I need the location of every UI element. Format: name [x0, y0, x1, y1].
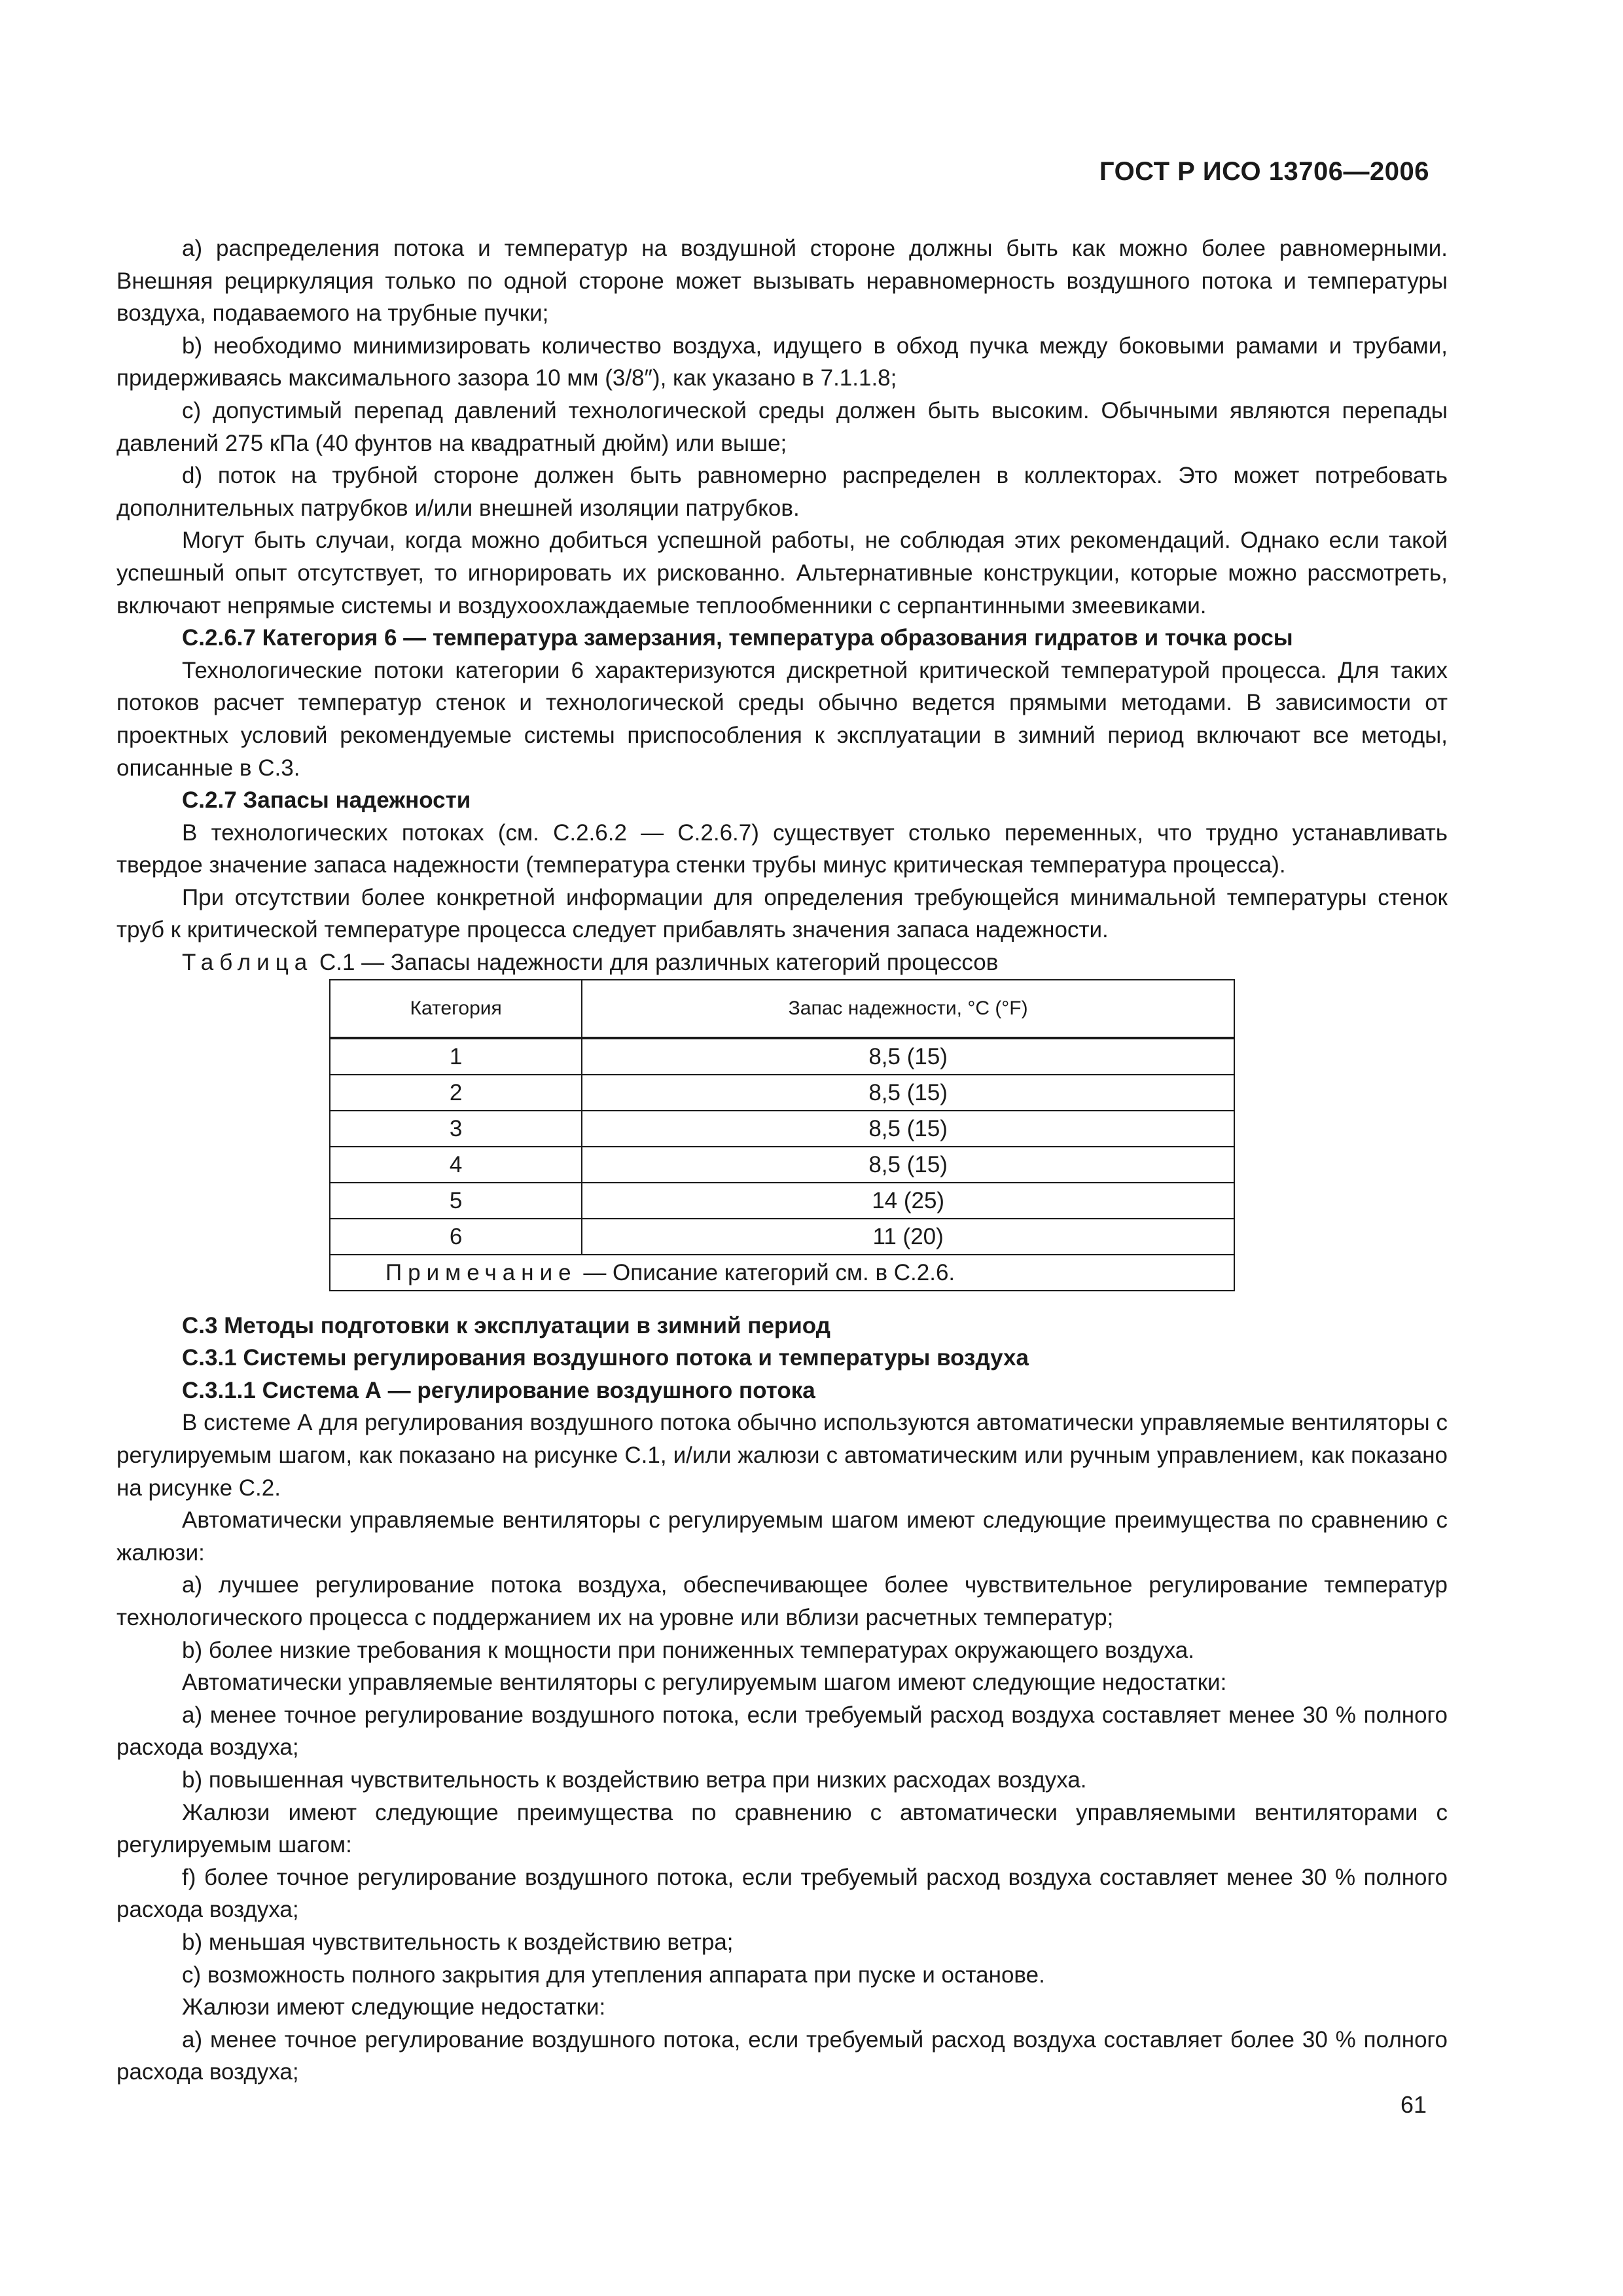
- table-note: [330, 1255, 1234, 1291]
- table-row: [330, 1038, 1234, 1075]
- paragraph: с) допустимый перепад давлений технологической среды должен быть высоким. Обычными являются перепады давлений 275 кПа (40 фунтов на квадратный дюйм) или выше;: [116, 397, 1448, 456]
- paragraph: b) более низкие требования к мощности при пониженных температурах окружающего воздуха.: [182, 1637, 1194, 1663]
- table-cell-category: 1: [330, 1038, 582, 1075]
- table-cell-margin: 11 (20): [582, 1219, 1234, 1255]
- table-cell-margin: 8,5 (15): [582, 1111, 1234, 1147]
- page-number: 61: [1400, 2091, 1427, 2118]
- section-heading: С.2.7 Запасы надежности: [182, 787, 471, 814]
- paragraph: b) повышенная чувствительность к воздействию ветра при низких расходах воздуха.: [182, 1767, 1087, 1793]
- section-heading: С.3.1 Системы регулирования воздушного потока и температуры воздуха: [182, 1345, 1029, 1371]
- section-bottom: [116, 1310, 1448, 2089]
- paragraph: а) менее точное регулирование воздушного потока, если требуемый расход воздуха составляет менее 30 % полного расхода воздуха;: [116, 1702, 1448, 1761]
- paragraph: Автоматически управляемые вентиляторы с регулируемым шагом имеют следующие недостатки:: [182, 1670, 1227, 1696]
- paragraph: При отсутствии более конкретной информации для определения требующейся минимальной температуры стенок труб к критической температуре процесса следует прибавлять значения запаса надежности.: [116, 884, 1448, 943]
- table-note-label: Примечание: [385, 1259, 577, 1285]
- page-content: [116, 232, 1448, 2089]
- table-cell-category: 2: [330, 1075, 582, 1111]
- table-caption-label: Таблица: [182, 950, 313, 976]
- table-cell-margin: 14 (25): [582, 1183, 1234, 1219]
- paragraph: а) лучшее регулирование потока воздуха, обеспечивающее более чувствительное регулирование температур технологического процесса с поддержанием их на уровне или вблизи расчетных температур;: [116, 1572, 1448, 1630]
- column-header-category: Категория: [330, 980, 582, 1038]
- table-row: [330, 1111, 1234, 1147]
- paragraph: f) более точное регулирование воздушного потока, если требуемый расход воздуха составляет менее 30 % полного расхода воздуха;: [116, 1864, 1448, 1923]
- table-cell-margin: 8,5 (15): [582, 1075, 1234, 1111]
- reliability-margin-table: [329, 979, 1235, 1291]
- table-cell-margin: 8,5 (15): [582, 1147, 1234, 1183]
- section-heading: С.3 Методы подготовки к эксплуатации в зимний период: [182, 1312, 830, 1338]
- table-row: [330, 1075, 1234, 1111]
- paragraph: Могут быть случаи, когда можно добиться успешной работы, не соблюдая этих рекомендаций. Однако если такой успешный опыт отсутствует, то игнорировать их рискованно. Альтернативные конструкции, которые можно рассмотреть, включают непрямые системы и воздухоохлаждаемые теплообменники с серпантинными змеевиками.: [116, 528, 1448, 619]
- paragraph: Автоматически управляемые вентиляторы с регулируемым шагом имеют следующие преимущества по сравнению с жалюзи:: [116, 1507, 1448, 1566]
- paragraph: а) менее точное регулирование воздушного потока, если требуемый расход воздуха составляет более 30 % полного расхода воздуха;: [116, 2026, 1448, 2085]
- document-code-header: ГОСТ Р ИСО 13706—2006: [1099, 157, 1429, 186]
- paragraph: Технологические потоки категории 6 характеризуются дискретной критической температурой процесса. Для таких потоков расчет температур стенок и технологической среды обычно ведется прямыми методами. В зависимости от проектных условий рекомендуемые системы приспособления к эксплуатации в зимний период включают все методы, описанные в С.3.: [116, 657, 1448, 781]
- paragraph: а) распределения потока и температур на воздушной стороне должны быть как можно более равномерными. Внешняя рециркуляция только по одной стороне может вызывать неравномерность воздушного потока и температуры воздуха, подаваемого на трубные пучки;: [116, 236, 1448, 327]
- table-row: [330, 1219, 1234, 1255]
- table-caption-text: С.1 — Запасы надежности для различных категорий процессов: [319, 950, 999, 976]
- table-cell-category: 6: [330, 1219, 582, 1255]
- paragraph: b) меньшая чувствительность к воздействию ветра;: [182, 1929, 734, 1955]
- table-cell-category: 3: [330, 1111, 582, 1147]
- table-note-text: — Описание категорий см. в С.2.6.: [577, 1259, 955, 1285]
- paragraph: В системе А для регулирования воздушного потока обычно используются автоматически управляемые вентиляторы с регулируемым шагом, как показано на рисунке С.1, и/или жалюзи с автоматическим или ручным управлением, как показано на рисунке С.2.: [116, 1410, 1448, 1501]
- paragraph: с) возможность полного закрытия для утепления аппарата при пуске и останове.: [182, 1962, 1045, 1988]
- spacer: [116, 1291, 1448, 1310]
- table-row: [330, 1183, 1234, 1219]
- table-note-row: [330, 1255, 1234, 1291]
- table-row: [330, 1147, 1234, 1183]
- paragraph: Жалюзи имеют следующие преимущества по сравнению с автоматически управляемыми вентиляторами с регулируемым шагом:: [116, 1799, 1448, 1858]
- paragraph: Жалюзи имеют следующие недостатки:: [182, 1994, 606, 2020]
- paragraph: d) поток на трубной стороне должен быть равномерно распределен в коллекторах. Это может потребовать дополнительных патрубков и/или внешней изоляции патрубков.: [116, 463, 1448, 521]
- table-cell-category: 5: [330, 1183, 582, 1219]
- section-top: [116, 232, 1448, 946]
- paragraph: b) необходимо минимизировать количество воздуха, идущего в обход пучка между боковыми рамами и трубами, придерживаясь максимального зазора 10 мм (3/8″), как указано в 7.1.1.8;: [116, 332, 1448, 391]
- paragraph: В технологических потоках (см. С.2.6.2 — С.2.6.7) существует столько переменных, что трудно устанавливать твердое значение запаса надежности (температура стенки трубы минус критическая температура процесса).: [116, 819, 1448, 878]
- table-cell-category: 4: [330, 1147, 582, 1183]
- table-cell-margin: 8,5 (15): [582, 1038, 1234, 1075]
- table-header-row: [330, 980, 1234, 1038]
- section-heading: С.3.1.1 Система А — регулирование воздушного потока: [182, 1377, 815, 1403]
- section-heading: С.2.6.7 Категория 6 — температура замерзания, температура образования гидратов и точка росы: [182, 625, 1293, 651]
- column-header-margin: Запас надежности, °С (°F): [582, 980, 1234, 1038]
- table-caption: [116, 946, 1448, 979]
